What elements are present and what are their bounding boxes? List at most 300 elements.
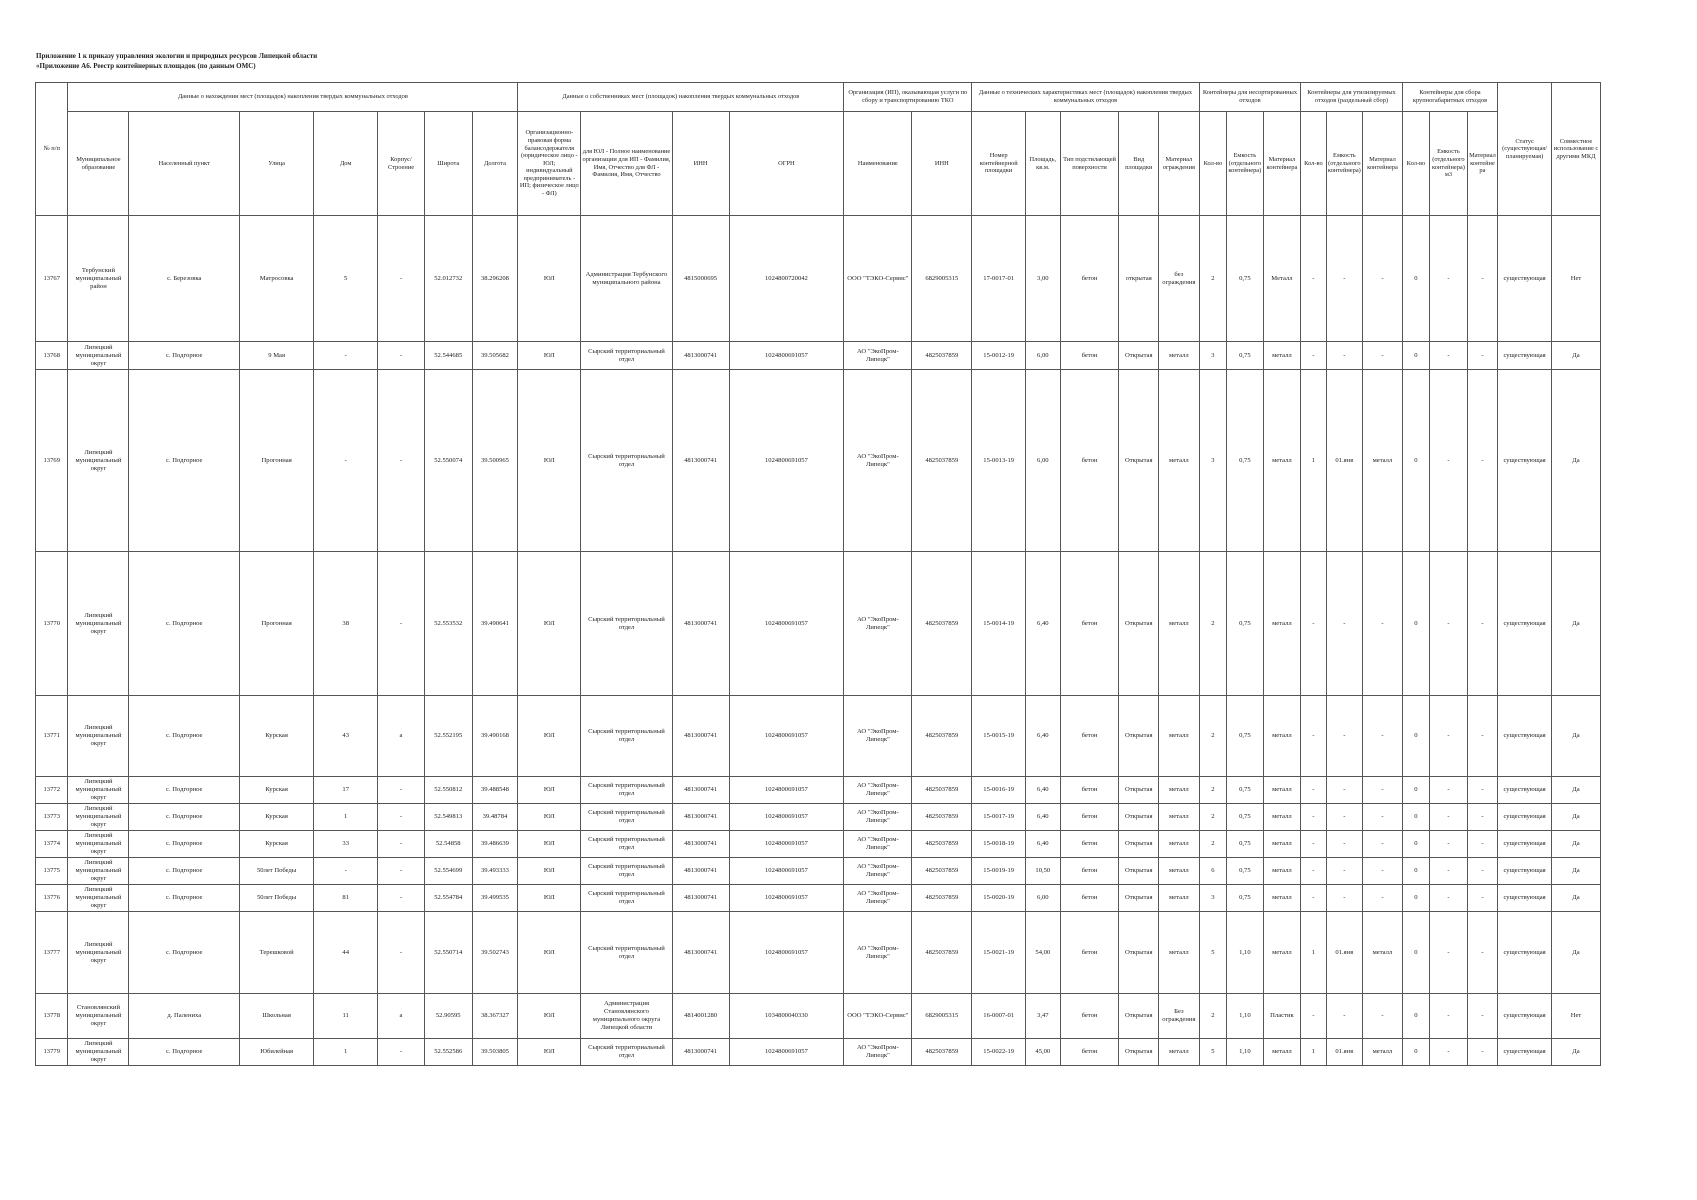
table-cell: Да — [1552, 370, 1601, 552]
table-cell: - — [1467, 804, 1497, 831]
table-row — [36, 696, 1601, 777]
table-cell: бетон — [1060, 804, 1119, 831]
table-cell: ЮЛ — [518, 1039, 581, 1066]
table-cell: металл — [1159, 370, 1200, 552]
table-cell: - — [1301, 994, 1326, 1039]
table-cell: - — [1467, 1039, 1497, 1066]
table-cell: 10,50 — [1026, 858, 1061, 885]
table-body — [36, 216, 1601, 1066]
table-cell: 0 — [1402, 552, 1429, 696]
table-cell: 0 — [1402, 912, 1429, 994]
col-num: № п/п — [36, 83, 68, 216]
table-cell: 39.486639 — [472, 831, 518, 858]
table-cell: с. Подгорное — [129, 552, 240, 696]
table-cell: 1,10 — [1227, 912, 1264, 994]
table-cell: Металл — [1263, 216, 1301, 342]
table-cell: 0,75 — [1227, 777, 1264, 804]
table-cell: - — [1363, 552, 1403, 696]
table-cell: 39.490641 — [472, 552, 518, 696]
table-cell: Сырский территориальный отдел — [581, 804, 672, 831]
table-cell: с. Подгорное — [129, 804, 240, 831]
column-header: Материал контейнера — [1363, 112, 1403, 216]
table-cell: 39.488548 — [472, 777, 518, 804]
table-cell: - — [378, 216, 425, 342]
table-cell: существующая — [1498, 994, 1552, 1039]
table-cell: 1,10 — [1227, 1039, 1264, 1066]
group-unsorted: Контейнеры для несортированных отходов — [1199, 83, 1301, 112]
table-cell: Да — [1552, 1039, 1601, 1066]
table-row — [36, 804, 1601, 831]
table-cell: 45,00 — [1026, 1039, 1061, 1066]
table-cell: - — [1467, 885, 1497, 912]
table-cell: 13768 — [36, 342, 68, 370]
table-cell: - — [1430, 831, 1468, 858]
table-cell: 6,40 — [1026, 777, 1061, 804]
table-cell: Пластик — [1263, 994, 1301, 1039]
table-cell: Открытая — [1119, 370, 1159, 552]
table-cell: с. Подгорное — [129, 696, 240, 777]
table-cell: - — [1326, 696, 1363, 777]
document-header — [36, 51, 317, 71]
column-header: Площадь, кв.м. — [1026, 112, 1061, 216]
table-cell: 16-0007-01 — [972, 994, 1026, 1039]
table-cell: Липецкий муниципальный округ — [68, 370, 129, 552]
table-cell: 39.490168 — [472, 696, 518, 777]
table-cell: металл — [1263, 885, 1301, 912]
table-cell: Нет — [1552, 216, 1601, 342]
table-cell: АО "ЭкоПром-Липецк" — [844, 804, 912, 831]
table-cell: Липецкий муниципальный округ — [68, 777, 129, 804]
table-cell: 0 — [1402, 804, 1429, 831]
table-cell: металл — [1159, 831, 1200, 858]
table-cell: 1024800691057 — [729, 858, 844, 885]
table-cell: с. Подгорное — [129, 1039, 240, 1066]
table-cell: - — [378, 858, 425, 885]
table-cell: 1024800691057 — [729, 777, 844, 804]
table-cell: АО "ЭкоПром-Липецк" — [844, 777, 912, 804]
table-cell: Сырский территориальный отдел — [581, 777, 672, 804]
table-cell: - — [1430, 885, 1468, 912]
table-cell: металл — [1263, 696, 1301, 777]
group-recyclable: Контейнеры для утилизируемых отходов (раздельный сбор) — [1301, 83, 1403, 112]
table-cell: бетон — [1060, 216, 1119, 342]
table-row — [36, 994, 1601, 1039]
table-cell: 15-0016-19 — [972, 777, 1026, 804]
table-cell: Сырский территориальный отдел — [581, 858, 672, 885]
table-cell: ООО "ТЭКО-Сервис" — [844, 994, 912, 1039]
table-cell: бетон — [1060, 912, 1119, 994]
table-cell: - — [1430, 370, 1468, 552]
table-cell: 0 — [1402, 885, 1429, 912]
column-header: ИНН — [912, 112, 972, 216]
table-cell: Нет — [1552, 994, 1601, 1039]
table-cell: 38 — [314, 552, 378, 696]
table-cell: существующая — [1498, 858, 1552, 885]
table-cell: 13776 — [36, 885, 68, 912]
table-cell: - — [1326, 804, 1363, 831]
table-cell: 3 — [1199, 370, 1226, 552]
table-cell: - — [314, 370, 378, 552]
table-cell: 4814001280 — [672, 994, 729, 1039]
table-cell: 38.296208 — [472, 216, 518, 342]
table-cell: - — [1301, 885, 1326, 912]
table-cell: 52.544685 — [424, 342, 472, 370]
table-cell: 4825037859 — [912, 804, 972, 831]
table-cell: 6,40 — [1026, 804, 1061, 831]
table-cell: Открытая — [1119, 696, 1159, 777]
column-header: Широта — [424, 112, 472, 216]
table-cell: 6 — [1199, 858, 1226, 885]
table-cell: 52.552195 — [424, 696, 472, 777]
table-cell: Сырский территориальный отдел — [581, 696, 672, 777]
column-header: Кол-во — [1199, 112, 1226, 216]
group-tech: Данные о технических характеристиках мест (площадок) накопления твердых коммунальных отходов — [972, 83, 1199, 112]
group-header-row — [36, 83, 1601, 112]
table-cell: 4813000741 — [672, 1039, 729, 1066]
table-cell: существующая — [1498, 342, 1552, 370]
table-cell: 52.54858 — [424, 831, 472, 858]
table-cell: 17 — [314, 777, 378, 804]
column-header: Дом — [314, 112, 378, 216]
table-cell: 0 — [1402, 696, 1429, 777]
table-cell: металл — [1263, 342, 1301, 370]
table-cell: 4825037859 — [912, 777, 972, 804]
table-cell: 4813000741 — [672, 696, 729, 777]
table-cell: 15-0017-19 — [972, 804, 1026, 831]
table-cell: с. Подгорное — [129, 342, 240, 370]
table-cell: 1 — [1301, 912, 1326, 994]
table-cell: 5 — [1199, 1039, 1226, 1066]
table-cell: 13777 — [36, 912, 68, 994]
table-cell: 4813000741 — [672, 885, 729, 912]
table-cell: АО "ЭкоПром-Липецк" — [844, 370, 912, 552]
table-cell: ЮЛ — [518, 342, 581, 370]
table-cell: 4825037859 — [912, 696, 972, 777]
table-cell: 4813000741 — [672, 342, 729, 370]
table-cell: 15-0015-19 — [972, 696, 1026, 777]
table-cell: - — [1467, 831, 1497, 858]
column-header: Материал ограждения — [1159, 112, 1200, 216]
table-cell: 0 — [1402, 216, 1429, 342]
table-cell: металл — [1263, 912, 1301, 994]
table-cell: 4825037859 — [912, 858, 972, 885]
table-cell: существующая — [1498, 216, 1552, 342]
table-cell: 52.012732 — [424, 216, 472, 342]
table-cell: 0,75 — [1227, 696, 1264, 777]
table-cell: 0 — [1402, 777, 1429, 804]
table-cell: 1024800691057 — [729, 552, 844, 696]
table-cell: металл — [1263, 1039, 1301, 1066]
table-cell: 52.550714 — [424, 912, 472, 994]
table-row — [36, 370, 1601, 552]
table-cell: - — [1430, 804, 1468, 831]
table-cell: ЮЛ — [518, 831, 581, 858]
column-header: Вид площадки — [1119, 112, 1159, 216]
table-cell: существующая — [1498, 777, 1552, 804]
column-header: Корпус/Строение — [378, 112, 425, 216]
table-cell: металл — [1159, 912, 1200, 994]
table-cell: с. Березовка — [129, 216, 240, 342]
column-header: Емкость (отдельного контейнера) — [1326, 112, 1363, 216]
table-cell: - — [1430, 696, 1468, 777]
table-row — [36, 858, 1601, 885]
table-cell: 15-0014-19 — [972, 552, 1026, 696]
table-cell: Да — [1552, 696, 1601, 777]
table-cell: бетон — [1060, 777, 1119, 804]
table-cell: - — [1301, 342, 1326, 370]
table-cell: 01.янв — [1326, 1039, 1363, 1066]
table-cell: - — [1301, 552, 1326, 696]
table-cell: - — [314, 858, 378, 885]
table-cell: 39.499535 — [472, 885, 518, 912]
group-owners: Данные о собственниках мест (площадок) накопления твердых коммунальных отходов — [518, 83, 844, 112]
table-cell: Матросовка — [240, 216, 314, 342]
table-cell: - — [1363, 885, 1403, 912]
column-header: Организационно-правовая форма балансодержателя (юридическое лицо - ЮЛ; индивидуальный предприниматель - ИП; физическое лицо - ФЛ) — [518, 112, 581, 216]
col-shared: Совместное использование с другими МКД — [1552, 83, 1601, 216]
table-cell: 0,75 — [1227, 831, 1264, 858]
table-cell: - — [1430, 858, 1468, 885]
table-cell: 5 — [1199, 912, 1226, 994]
table-cell: 1024800691057 — [729, 370, 844, 552]
table-cell: металл — [1263, 552, 1301, 696]
table-cell: 2 — [1199, 804, 1226, 831]
table-cell: 11 — [314, 994, 378, 1039]
table-cell: - — [378, 342, 425, 370]
table-cell: металл — [1263, 804, 1301, 831]
table-cell: 0,75 — [1227, 342, 1264, 370]
table-cell: 0,75 — [1227, 885, 1264, 912]
table-cell: бетон — [1060, 858, 1119, 885]
table-cell: 1 — [1301, 370, 1326, 552]
table-cell: 3 — [1199, 342, 1226, 370]
table-cell: 13773 — [36, 804, 68, 831]
table-cell: АО "ЭкоПром-Липецк" — [844, 342, 912, 370]
table-cell: 0,75 — [1227, 216, 1264, 342]
table-cell: 50лет Победы — [240, 885, 314, 912]
table-cell: - — [1326, 552, 1363, 696]
header-line-2: «Приложение А6. Реестр контейнерных площадок (по данным ОМС) — [36, 62, 256, 70]
column-header: для ЮЛ - Полное наименование организации для ИП - Фамилия, Имя, Отчество для ФЛ - Фамилия, Имя, Отчество — [581, 112, 672, 216]
table-cell: металл — [1363, 1039, 1403, 1066]
table-cell: 0 — [1402, 858, 1429, 885]
table-cell: Открытая — [1119, 1039, 1159, 1066]
table-cell: Открытая — [1119, 804, 1159, 831]
table-cell: - — [1467, 994, 1497, 1039]
table-cell: 2 — [1199, 552, 1226, 696]
table-cell: 4813000741 — [672, 370, 729, 552]
table-cell: 15-0019-19 — [972, 858, 1026, 885]
table-cell: ЮЛ — [518, 696, 581, 777]
table-cell: металл — [1159, 858, 1200, 885]
table-cell: ЮЛ — [518, 804, 581, 831]
table-cell: - — [1326, 831, 1363, 858]
table-cell: 17-0017-01 — [972, 216, 1026, 342]
table-cell: Тербунский муниципальный район — [68, 216, 129, 342]
table-cell: 0 — [1402, 1039, 1429, 1066]
column-header: Кол-во — [1301, 112, 1326, 216]
table-cell: - — [1467, 216, 1497, 342]
table-cell: 39.505682 — [472, 342, 518, 370]
table-cell: бетон — [1060, 696, 1119, 777]
table-cell: существующая — [1498, 885, 1552, 912]
column-header: Долгота — [472, 112, 518, 216]
table-cell: - — [378, 885, 425, 912]
table-row — [36, 912, 1601, 994]
table-cell: 39.503805 — [472, 1039, 518, 1066]
table-cell: - — [378, 831, 425, 858]
table-cell: Липецкий муниципальный округ — [68, 912, 129, 994]
column-header: Тип подстилающей поверхности — [1060, 112, 1119, 216]
table-cell: - — [1467, 912, 1497, 994]
table-cell: 1,10 — [1227, 994, 1264, 1039]
table-cell: 52.549813 — [424, 804, 472, 831]
column-header: Емкость (отдельного контейнера) — [1227, 112, 1264, 216]
table-cell: Липецкий муниципальный округ — [68, 831, 129, 858]
column-header: ОГРН — [729, 112, 844, 216]
column-header: ИНН — [672, 112, 729, 216]
table-cell: 0,75 — [1227, 552, 1264, 696]
table-cell: 4813000741 — [672, 831, 729, 858]
table-cell: Открытая — [1119, 342, 1159, 370]
table-cell: существующая — [1498, 1039, 1552, 1066]
column-header: Кол-во — [1402, 112, 1429, 216]
table-cell: ЮЛ — [518, 370, 581, 552]
table-cell: - — [1363, 342, 1403, 370]
table-cell: - — [1363, 804, 1403, 831]
table-cell: с. Подгорное — [129, 370, 240, 552]
table-cell: 13770 — [36, 552, 68, 696]
table-cell: 0,75 — [1227, 858, 1264, 885]
table-cell: металл — [1363, 912, 1403, 994]
table-cell: 2 — [1199, 216, 1226, 342]
table-cell: 52.90595 — [424, 994, 472, 1039]
table-cell: 52.554699 — [424, 858, 472, 885]
table-cell: 3,00 — [1026, 216, 1061, 342]
table-cell: - — [1363, 696, 1403, 777]
table-cell: 52.550074 — [424, 370, 472, 552]
table-cell: Прогонная — [240, 370, 314, 552]
table-cell: 5 — [314, 216, 378, 342]
table-cell: Школьная — [240, 994, 314, 1039]
table-cell: 13779 — [36, 1039, 68, 1066]
table-cell: - — [1363, 858, 1403, 885]
table-cell: ЮЛ — [518, 552, 581, 696]
table-cell: а — [378, 696, 425, 777]
table-cell: 1024800691057 — [729, 831, 844, 858]
table-cell: 15-0020-19 — [972, 885, 1026, 912]
table-cell: - — [1430, 552, 1468, 696]
table-cell: Прогонная — [240, 552, 314, 696]
table-cell: - — [1467, 696, 1497, 777]
table-cell: Сырский территориальный отдел — [581, 342, 672, 370]
table-cell: 3 — [1199, 885, 1226, 912]
table-cell: без ограждения — [1159, 216, 1200, 342]
table-cell: 1024800691057 — [729, 804, 844, 831]
table-cell: 13772 — [36, 777, 68, 804]
table-row — [36, 216, 1601, 342]
table-cell: Открытая — [1119, 858, 1159, 885]
table-cell: 4813000741 — [672, 552, 729, 696]
table-cell: 4825037859 — [912, 370, 972, 552]
table-cell: открытая — [1119, 216, 1159, 342]
table-cell: 38.367327 — [472, 994, 518, 1039]
table-cell: 4813000741 — [672, 858, 729, 885]
table-cell: существующая — [1498, 552, 1552, 696]
table-cell: 0 — [1402, 342, 1429, 370]
table-cell: Липецкий муниципальный округ — [68, 1039, 129, 1066]
table-cell: 1 — [1301, 1039, 1326, 1066]
table-cell: - — [1326, 342, 1363, 370]
table-cell: - — [1301, 216, 1326, 342]
table-row — [36, 885, 1601, 912]
table-cell: 01.янв — [1326, 912, 1363, 994]
table-cell: с. Подгорное — [129, 858, 240, 885]
table-cell: металл — [1159, 885, 1200, 912]
table-cell: - — [1363, 994, 1403, 1039]
table-cell: ЮЛ — [518, 885, 581, 912]
table-cell: - — [1363, 216, 1403, 342]
table-row — [36, 831, 1601, 858]
table-cell: 13778 — [36, 994, 68, 1039]
table-cell: - — [1467, 777, 1497, 804]
table-cell: Да — [1552, 858, 1601, 885]
table-cell: 9 Мая — [240, 342, 314, 370]
table-cell: - — [1430, 777, 1468, 804]
table-cell: Юбилейная — [240, 1039, 314, 1066]
table-cell: 2 — [1199, 994, 1226, 1039]
table-cell: 43 — [314, 696, 378, 777]
table-cell: д. Палениха — [129, 994, 240, 1039]
table-cell: - — [1430, 912, 1468, 994]
table-cell: 01.янв — [1326, 370, 1363, 552]
table-cell: Липецкий муниципальный округ — [68, 552, 129, 696]
table-cell: 81 — [314, 885, 378, 912]
table-cell: 0 — [1402, 370, 1429, 552]
table-cell: 0,75 — [1227, 370, 1264, 552]
table-cell: - — [1301, 804, 1326, 831]
table-cell: 4813000741 — [672, 912, 729, 994]
table-cell: 4825037859 — [912, 342, 972, 370]
table-cell: Открытая — [1119, 912, 1159, 994]
table-cell: металл — [1263, 777, 1301, 804]
table-cell: Да — [1552, 912, 1601, 994]
table-cell: 2 — [1199, 696, 1226, 777]
table-cell: 1024800691057 — [729, 885, 844, 912]
table-cell: 33 — [314, 831, 378, 858]
column-header: Населенный пункт — [129, 112, 240, 216]
table-cell: 4813000741 — [672, 804, 729, 831]
table-cell: АО "ЭкоПром-Липецк" — [844, 831, 912, 858]
table-cell: 13775 — [36, 858, 68, 885]
table-cell: металл — [1263, 858, 1301, 885]
column-header: Материал контейнера — [1263, 112, 1301, 216]
table-cell: Да — [1552, 342, 1601, 370]
table-cell: 15-0022-19 — [972, 1039, 1026, 1066]
table-cell: - — [378, 804, 425, 831]
table-cell: Курская — [240, 696, 314, 777]
table-cell: с. Подгорное — [129, 912, 240, 994]
table-cell: Администрация Тербунского муниципального района — [581, 216, 672, 342]
table-cell: 0 — [1402, 831, 1429, 858]
table-cell: - — [1430, 216, 1468, 342]
table-cell: 6829005315 — [912, 216, 972, 342]
table-cell: Липецкий муниципальный округ — [68, 804, 129, 831]
table-cell: - — [1430, 1039, 1468, 1066]
table-cell: - — [1467, 342, 1497, 370]
table-cell: 44 — [314, 912, 378, 994]
group-location: Данные о нахождении мест (площадок) накопления твердых коммунальных отходов — [68, 83, 518, 112]
